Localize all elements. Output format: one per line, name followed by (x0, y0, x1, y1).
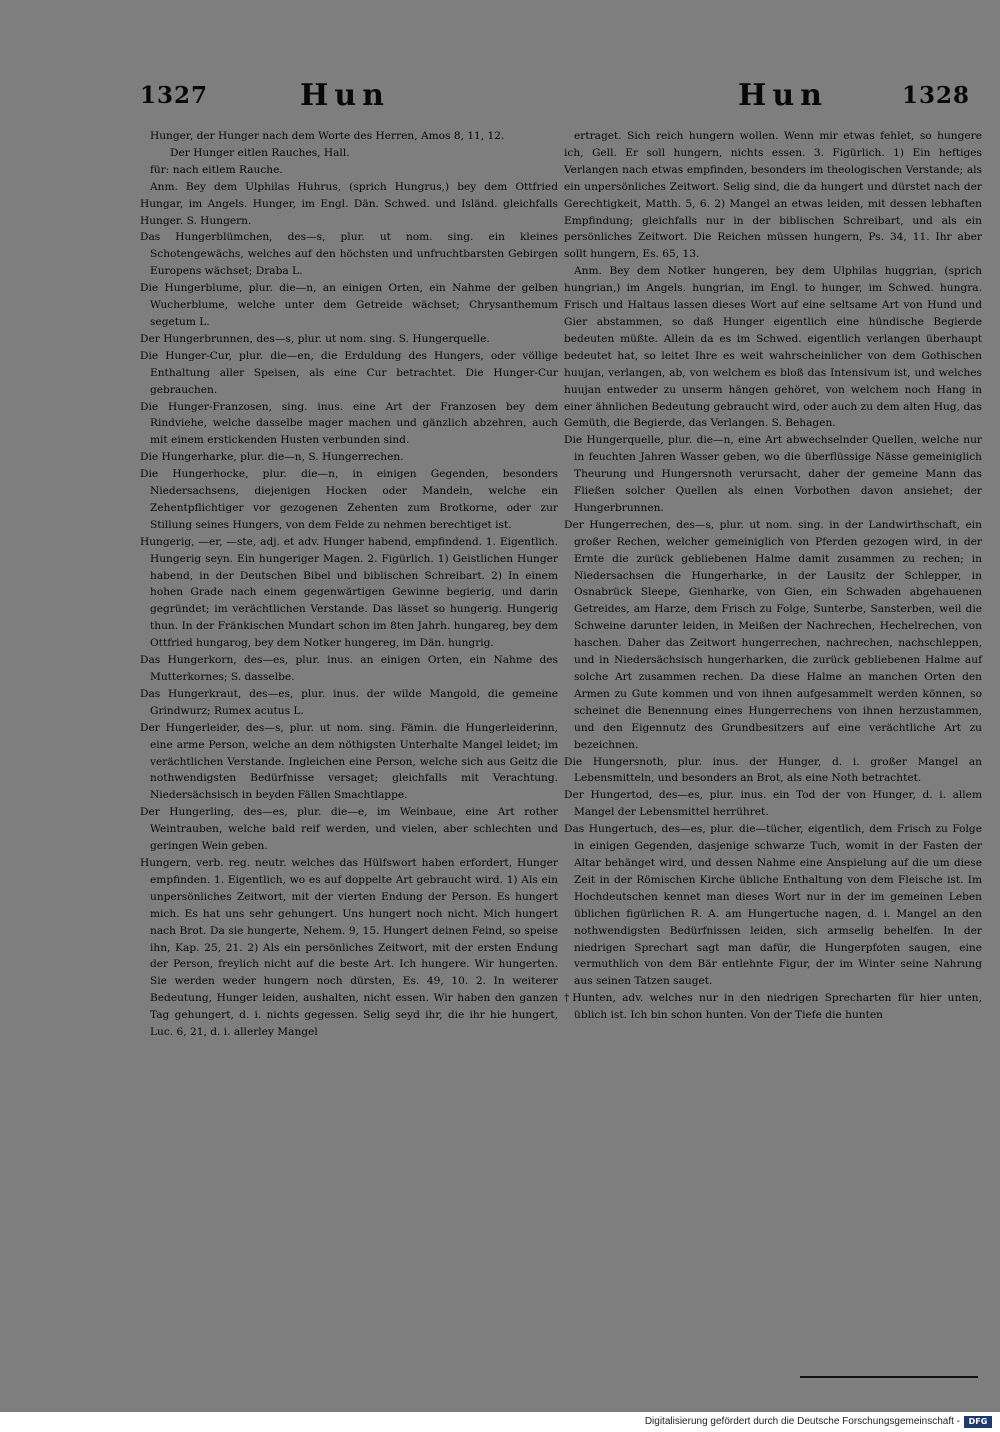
dictionary-entry: Der Hungertod, des—es, plur. inus. ein Tod der von Hunger, d. i. allem Mangel der Lebensmittel herrühret. (564, 789, 982, 819)
end-rule (800, 1376, 978, 1378)
dictionary-entry: Die Hungerblume, plur. die—n, an einigen Orten, ein Nahme der gelben Wucherblume, welche unter dem Getreide wächset; Chrysanthemum segetum L. (140, 282, 558, 328)
entry-paragraph: ertraget. Sich reich hungern wollen. Wenn mir etwas fehlet, so hungere ich, Gell. Er soll hungern, nichts essen. 3. Figürlich. 1) Ein heftiges Verlangen nach etwas empfinden, besonders im theologischen Verstande; als ein unpersönliches Zeitwort. Selig sind, die da hungert und dürstet nach der Gerechtigkeit, Matth. 5, 6. 2) Mangel an etwas leiden, mit dessen lebhaften Empfindung; gleichfalls nur in der biblischen Schreibart, und als ein persönliches Zeitwort. Die Reichen müssen hungern, Ps. 34, 11. Ihr aber sollt hungern, Es. 65, 13. (564, 130, 982, 261)
dictionary-entry: Die Hungerharke, plur. die—n, S. Hungerrechen. (140, 451, 404, 464)
entry-paragraph: Anm. Bey dem Notker hungeren, bey dem Ulphilas huggrian, (sprich hungrian,) im Angels. hungrian, im Engl. to hunger, im Schwed. hungra. Frisch und Haltaus lassen dieses Wort auf eine seltsame Art von Hund und Gier abstammen, so daß Hunger eigentlich eine hündische Begierde bedeuten müßte. Allein da es im Schwed. eigentlich verlangen überhaupt bedeutet hat, so leitet Ihre es weit wahrscheinlicher von dem Gothischen huujan, verlangen, ab, von welchem es bloß das Intensivum ist, und welches huujan entweder zu unserm hängen gehöret, von welchem noch Hang in einer ähnlichen Bedeutung gebraucht wird, oder auch zu dem alten Hug, das Gemüth, die Begierde, das Verlangen. S. Behagen. (564, 265, 982, 430)
dfg-logo: DFG (964, 1416, 992, 1428)
entry-paragraph: für: nach eitlem Rauche. (150, 163, 283, 176)
dictionary-entry: Das Hungerkraut, des—es, plur. inus. der wilde Mangold, die gemeine Grindwurz; Rumex acutus L. (140, 687, 558, 717)
dictionary-entry: Das Hungerkorn, des—es, plur. inus. an einigen Orten, ein Nahme des Mutterkornes; S. dasselbe. (140, 654, 558, 683)
page-number-left: 1327 (140, 82, 209, 109)
dictionary-entry: Die Hunger-Franzosen, sing. inus. eine Art der Franzosen bey dem Rindviehe, welche dasselbe mager machen und gänzlich abzehren, auch mit einem erstickenden Husten verbunden sind. (140, 400, 558, 447)
dictionary-entry: †Hunten, adv. welches nur in den niedrigen Sprecharten für hier unten, üblich ist. Ich bin schon hunten. Von der Tiefe die hunten (564, 992, 982, 1022)
right-column (564, 128, 982, 1024)
dictionary-entry: Die Hungersnoth, plur. inus. der Hunger, d. i. großer Mangel an Lebensmitteln, und besonders an Brot, als eine Noth betrachtet. (564, 755, 982, 785)
page-number-right: 1328 (902, 82, 971, 109)
dictionary-entry: Der Hungerbrunnen, des—s, plur. ut nom. sing. S. Hungerquelle. (140, 332, 490, 345)
dictionary-entry: Das Hungertuch, des—es, plur. die—tücher, eigentlich, dem Frisch zu Folge in einigen Gegenden, dasjenige schwarze Tuch, womit in der Fasten der Altar behänget wird, und dessen Nahme eine Anspielung auf die um diese Zeit in der Römischen Kirche übliche Enthaltung von dem Fleische ist. Im Hochdeutschen kennet man dieses Wort nur in der im gemeinen Leben üblichen figürlichen R. A. am Hungertuche nagen, d. i. Mangel an den nothwendigsten Bedürfnissen leiden, sich armselig behelfen. In der niedrigen Sprechart sagt man dafür, die Hungerpfoten saugen, eine vermuthlich von dem Bär entlehnte Figur, der im Winter seine Nahrung aus seinen Tatzen sauget. (564, 823, 982, 988)
dictionary-entry: Der Hungerleider, des—s, plur. ut nom. sing. Fämin. die Hungerleiderinn, eine arme Person, welche an dem nöthigsten Unterhalte Mangel leidet; im verächtlichen Verstande. Ingleichen eine Person, welche sich aus Geitz die nothwendigsten Bedürfnisse versaget; gleichfalls mit Verachtung. Niedersächsisch in beyden Fällen Smachtlappe. (140, 721, 558, 802)
dictionary-entry: Hungern, verb. reg. neutr. welches das Hülfswort haben erfordert, Hunger empfinden. 1. Eigentlich, wo es auf doppelte Art gebraucht wird. 1) Als ein unpersönliches Zeitwort, mit der vierten Endung der Person. Es hungert mich. Es hat uns sehr gehungert. Uns hungert noch nicht. Mich hungert nach Brot. Da sie hungerte, Nehem. 9, 15. Hungert deinen Feind, so speise ihn, Kap. 25, 21. 2) Als ein persönliches Zeitwort, mit der ersten Endung der Person, freylich nicht auf die beste Art. Ich hungere. Wir hungerten. Sie werden weder hungern noch dürsten, Es. 49, 10. 2. In weiterer Bedeutung, Hunger leiden, aushalten, nicht essen. Wir haben den ganzen Tag gehungert, d. i. nichts gegessen. Selig seyd ihr, die ihr hie hungert, Luc. 6, 21, d. i. allerley Mangel (140, 856, 558, 1039)
dictionary-entry: Die Hungerhocke, plur. die—n, in einigen Gegenden, besonders Niedersachsens, diejenigen Hocken oder Mandeln, welche ein Zehentpflichtiger vor gezogenen Zehenten zum Brotkorne, oder zur Stillung seines Hungers, von dem Felde zu nehmen berechtiget ist. (140, 468, 558, 531)
dictionary-entry: Hungerig, —er, —ste, adj. et adv. Hunger habend, empfindend. 1. Eigentlich. Hungerig seyn. Ein hungeriger Magen. 2. Figürlich. 1) Geistlichen Hunger habend, in der Deutschen Bibel und biblischen Schreibart. 2) In einem hohen Grade nach einem gegenwärtigen Gewinne begierig, und darin gegründet; im verächtlichen Verstande. Das lässet so hungerig. Hungerig thun. In der Fränkischen Mundart schon im 8ten Jahrh. hungareg, bey dem Ottfried hungarog, bey dem Notker hungereg, im Dän. hungrig. (140, 535, 558, 650)
entry-paragraph: Der Hunger eitlen Rauches, Hall. (170, 146, 350, 159)
entry-paragraph: Hunger, der Hunger nach dem Worte des Herren, Amos 8, 11, 12. (150, 130, 505, 142)
funding-note: Digitalisierung gefördert durch die Deutsche Forschungsgemeinschaft - (644, 1416, 960, 1427)
dictionary-entry: Der Hungerrechen, des—s, plur. ut nom. sing. in der Landwirthschaft, ein großer Rechen, welcher gemeiniglich von Pferden gezogen wird, in der Ernte die zurück gebliebenen Halme damit zusammen zu rechen; in Niedersachsen die Hungerharke, in der Lausitz der Schlepper, in Osnabrück Sleepe, Gienharke, von Gien, ein Schwaden abgehauenen Getreides, am Harze, dem Frisch zu Folge, Sunterbe, Sansterben, weil die Schweine darunter leiden, in Meißen der Nachrechen, Hechelrechen, von haschen. Daher das Zeitwort hungerrechen, nachrechen, nachschleppen, und in Niedersächsisch hungerharken, die zurück gebliebenen Halme auf solche Art zusammen rechen. Da diese Halme an manchen Orten den Armen zu Gute kommen und von ihnen aufgesammelt werden können, so scheinet die Benennung eines Hungerrechens von ihnen herzustammen, und den Eigennutz des Grundbesitzers auf eine verächtliche Art zu bezeichnen. (564, 518, 982, 751)
dictionary-entry: Die Hunger-Cur, plur. die—en, die Erduldung des Hungers, oder völlige Enthaltung aller Speisen, als eine Cur betrachtet. Die Hunger-Cur gebrauchen. (140, 349, 558, 396)
running-head-left: Hun (300, 78, 390, 113)
dictionary-entry: Der Hungerling, des—es, plur. die—e, im Weinbaue, eine Art rother Weintrauben, welche bald reif werden, und vielen, aber schlechten und geringen Wein geben. (140, 806, 558, 853)
dictionary-entry: Das Hungerblümchen, des—s, plur. ut nom. sing. ein kleines Schotengewächs, welches auf den höchsten und unfruchtbarsten Gebirgen Europens wächset; Draba L. (140, 231, 558, 278)
left-column (140, 128, 558, 1041)
footer-bar (0, 1412, 1000, 1432)
dictionary-entry: Die Hungerquelle, plur. die—n, eine Art abwechselnder Quellen, welche nur in feuchten Jahren Wasser geben, wo die überflüssige Nässe gemeiniglich Theurung und Hungersnoth verursacht, daher der gemeine Mann das Fließen solcher Quellen als einen Vorbothen davon ansiehet; der Hungerbrunnen. (564, 434, 982, 514)
running-head-right: Hun (738, 78, 828, 113)
entry-paragraph: Anm. Bey dem Ulphilas Huhrus, (sprich Hungrus,) bey dem Ottfried Hungar, im Angels. Hunger, im Engl. Dän. Schwed. und Isländ. gleichfalls Hunger. S. Hungern. (140, 180, 558, 227)
